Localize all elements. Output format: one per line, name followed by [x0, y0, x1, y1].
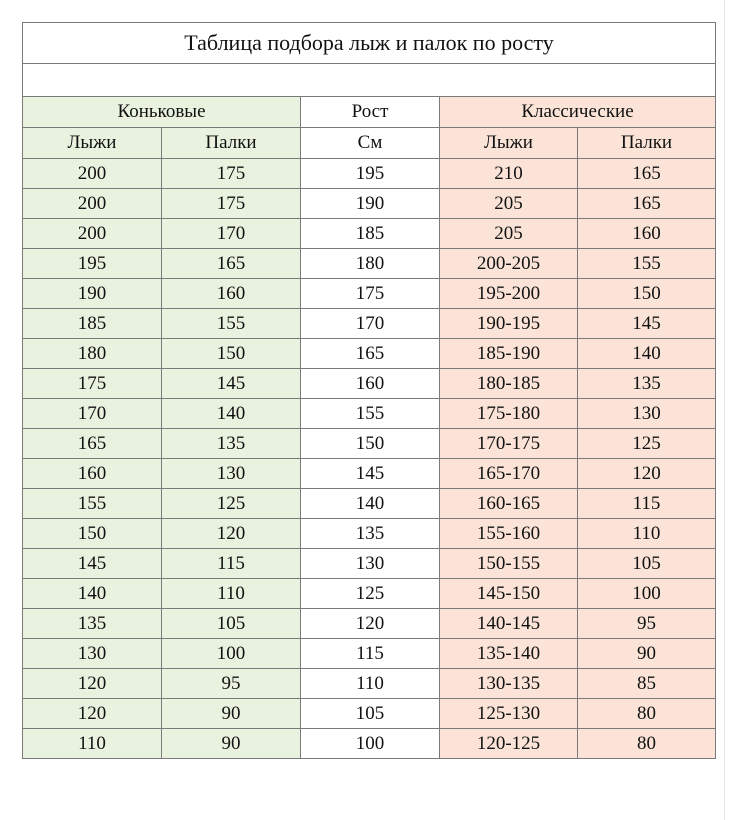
classic-skis-cell[interactable]: 130-135: [440, 669, 578, 699]
height-cell[interactable]: 130: [301, 549, 440, 579]
classic-poles-cell[interactable]: 95: [578, 609, 716, 639]
skate-poles-cell[interactable]: 160: [162, 279, 301, 309]
classic-skis-cell[interactable]: 180-185: [440, 369, 578, 399]
header-height-unit[interactable]: См: [301, 128, 440, 159]
classic-skis-cell[interactable]: 125-130: [440, 699, 578, 729]
header-skate[interactable]: Коньковые: [23, 97, 301, 128]
classic-poles-cell[interactable]: 165: [578, 189, 716, 219]
table-row: [23, 369, 716, 399]
skate-skis-cell[interactable]: 155: [23, 489, 162, 519]
classic-skis-cell[interactable]: 120-125: [440, 729, 578, 759]
skate-skis-cell[interactable]: 160: [23, 459, 162, 489]
height-cell[interactable]: 165: [301, 339, 440, 369]
height-cell[interactable]: 140: [301, 489, 440, 519]
skate-skis-cell[interactable]: 170: [23, 399, 162, 429]
classic-poles-cell[interactable]: 140: [578, 339, 716, 369]
classic-skis-cell[interactable]: 170-175: [440, 429, 578, 459]
table-row: [23, 609, 716, 639]
height-cell[interactable]: 135: [301, 519, 440, 549]
classic-skis-cell[interactable]: 165-170: [440, 459, 578, 489]
skate-skis-cell[interactable]: 110: [23, 729, 162, 759]
classic-skis-cell[interactable]: 145-150: [440, 579, 578, 609]
table-row: [23, 159, 716, 189]
sub-header-row: [23, 128, 716, 159]
classic-poles-cell[interactable]: 110: [578, 519, 716, 549]
header-skate-poles[interactable]: Палки: [162, 128, 301, 159]
skate-poles-cell[interactable]: 155: [162, 309, 301, 339]
classic-skis-cell[interactable]: 135-140: [440, 639, 578, 669]
classic-skis-cell[interactable]: 200-205: [440, 249, 578, 279]
table-title[interactable]: Таблица подбора лыж и палок по росту: [23, 23, 716, 64]
skate-poles-cell[interactable]: 120: [162, 519, 301, 549]
classic-skis-cell[interactable]: 150-155: [440, 549, 578, 579]
header-classic-poles[interactable]: Палки: [578, 128, 716, 159]
ski-size-table: [22, 22, 716, 759]
height-cell[interactable]: 160: [301, 369, 440, 399]
height-cell[interactable]: 175: [301, 279, 440, 309]
skate-poles-cell[interactable]: 145: [162, 369, 301, 399]
skate-poles-cell[interactable]: 175: [162, 189, 301, 219]
classic-poles-cell[interactable]: 90: [578, 639, 716, 669]
table-row: [23, 489, 716, 519]
classic-skis-cell[interactable]: 140-145: [440, 609, 578, 639]
skate-skis-cell[interactable]: 150: [23, 519, 162, 549]
classic-skis-cell[interactable]: 205: [440, 189, 578, 219]
sheet-gridline: [724, 0, 725, 820]
table-row: [23, 699, 716, 729]
classic-skis-cell[interactable]: 175-180: [440, 399, 578, 429]
classic-skis-cell[interactable]: 195-200: [440, 279, 578, 309]
skate-skis-cell[interactable]: 200: [23, 159, 162, 189]
height-cell[interactable]: 105: [301, 699, 440, 729]
classic-poles-cell[interactable]: 150: [578, 279, 716, 309]
header-skate-skis[interactable]: Лыжи: [23, 128, 162, 159]
height-cell[interactable]: 170: [301, 309, 440, 339]
table-row: [23, 339, 716, 369]
height-cell[interactable]: 100: [301, 729, 440, 759]
table-row: [23, 189, 716, 219]
skate-skis-cell[interactable]: 175: [23, 369, 162, 399]
classic-poles-cell[interactable]: 105: [578, 549, 716, 579]
classic-poles-cell[interactable]: 100: [578, 579, 716, 609]
height-cell[interactable]: 145: [301, 459, 440, 489]
skate-poles-cell[interactable]: 90: [162, 699, 301, 729]
skate-poles-cell[interactable]: 100: [162, 639, 301, 669]
blank-row: [23, 64, 716, 97]
table-row: [23, 459, 716, 489]
classic-poles-cell[interactable]: 80: [578, 729, 716, 759]
height-cell[interactable]: 125: [301, 579, 440, 609]
skate-skis-cell[interactable]: 130: [23, 639, 162, 669]
skate-skis-cell[interactable]: 180: [23, 339, 162, 369]
classic-poles-cell[interactable]: 160: [578, 219, 716, 249]
skate-skis-cell[interactable]: 200: [23, 219, 162, 249]
table-row: [23, 519, 716, 549]
table-row: [23, 399, 716, 429]
classic-skis-cell[interactable]: 210: [440, 159, 578, 189]
classic-poles-cell[interactable]: 85: [578, 669, 716, 699]
table-row: [23, 219, 716, 249]
skate-skis-cell[interactable]: 190: [23, 279, 162, 309]
skate-poles-cell[interactable]: 170: [162, 219, 301, 249]
classic-poles-cell[interactable]: 135: [578, 369, 716, 399]
table-row: [23, 279, 716, 309]
skate-skis-cell[interactable]: 135: [23, 609, 162, 639]
height-cell[interactable]: 155: [301, 399, 440, 429]
table-row: [23, 639, 716, 669]
classic-skis-cell[interactable]: 185-190: [440, 339, 578, 369]
skate-poles-cell[interactable]: 95: [162, 669, 301, 699]
skate-poles-cell[interactable]: 135: [162, 429, 301, 459]
skate-skis-cell[interactable]: 120: [23, 669, 162, 699]
skate-poles-cell[interactable]: 140: [162, 399, 301, 429]
skate-poles-cell[interactable]: 115: [162, 549, 301, 579]
table-row: [23, 669, 716, 699]
classic-poles-cell[interactable]: 125: [578, 429, 716, 459]
skate-poles-cell[interactable]: 110: [162, 579, 301, 609]
table-row: [23, 729, 716, 759]
classic-poles-cell[interactable]: 80: [578, 699, 716, 729]
blank-cell[interactable]: [23, 64, 716, 97]
skate-skis-cell[interactable]: 120: [23, 699, 162, 729]
skate-poles-cell[interactable]: 125: [162, 489, 301, 519]
classic-skis-cell[interactable]: 205: [440, 219, 578, 249]
skate-poles-cell[interactable]: 165: [162, 249, 301, 279]
classic-poles-cell[interactable]: 130: [578, 399, 716, 429]
height-cell[interactable]: 190: [301, 189, 440, 219]
table-row: [23, 549, 716, 579]
classic-skis-cell[interactable]: 155-160: [440, 519, 578, 549]
skate-poles-cell[interactable]: 105: [162, 609, 301, 639]
height-cell[interactable]: 150: [301, 429, 440, 459]
skate-poles-cell[interactable]: 130: [162, 459, 301, 489]
classic-poles-cell[interactable]: 120: [578, 459, 716, 489]
skate-skis-cell[interactable]: 145: [23, 549, 162, 579]
skate-poles-cell[interactable]: 90: [162, 729, 301, 759]
height-cell[interactable]: 180: [301, 249, 440, 279]
skate-skis-cell[interactable]: 165: [23, 429, 162, 459]
classic-poles-cell[interactable]: 155: [578, 249, 716, 279]
height-cell[interactable]: 185: [301, 219, 440, 249]
skate-skis-cell[interactable]: 200: [23, 189, 162, 219]
classic-poles-cell[interactable]: 165: [578, 159, 716, 189]
header-classic-skis[interactable]: Лыжи: [440, 128, 578, 159]
classic-poles-cell[interactable]: 115: [578, 489, 716, 519]
skate-poles-cell[interactable]: 175: [162, 159, 301, 189]
group-header-row: [23, 97, 716, 128]
classic-skis-cell[interactable]: 190-195: [440, 309, 578, 339]
header-height[interactable]: Рост: [301, 97, 440, 128]
height-cell[interactable]: 120: [301, 609, 440, 639]
skate-poles-cell[interactable]: 150: [162, 339, 301, 369]
table-row: [23, 309, 716, 339]
table-row: [23, 429, 716, 459]
skate-skis-cell[interactable]: 185: [23, 309, 162, 339]
header-classic[interactable]: Классические: [440, 97, 716, 128]
height-cell[interactable]: 115: [301, 639, 440, 669]
skate-skis-cell[interactable]: 140: [23, 579, 162, 609]
classic-poles-cell[interactable]: 145: [578, 309, 716, 339]
table-row: [23, 579, 716, 609]
title-row: [23, 23, 716, 64]
classic-skis-cell[interactable]: 160-165: [440, 489, 578, 519]
height-cell[interactable]: 195: [301, 159, 440, 189]
height-cell[interactable]: 110: [301, 669, 440, 699]
skate-skis-cell[interactable]: 195: [23, 249, 162, 279]
table-row: [23, 249, 716, 279]
